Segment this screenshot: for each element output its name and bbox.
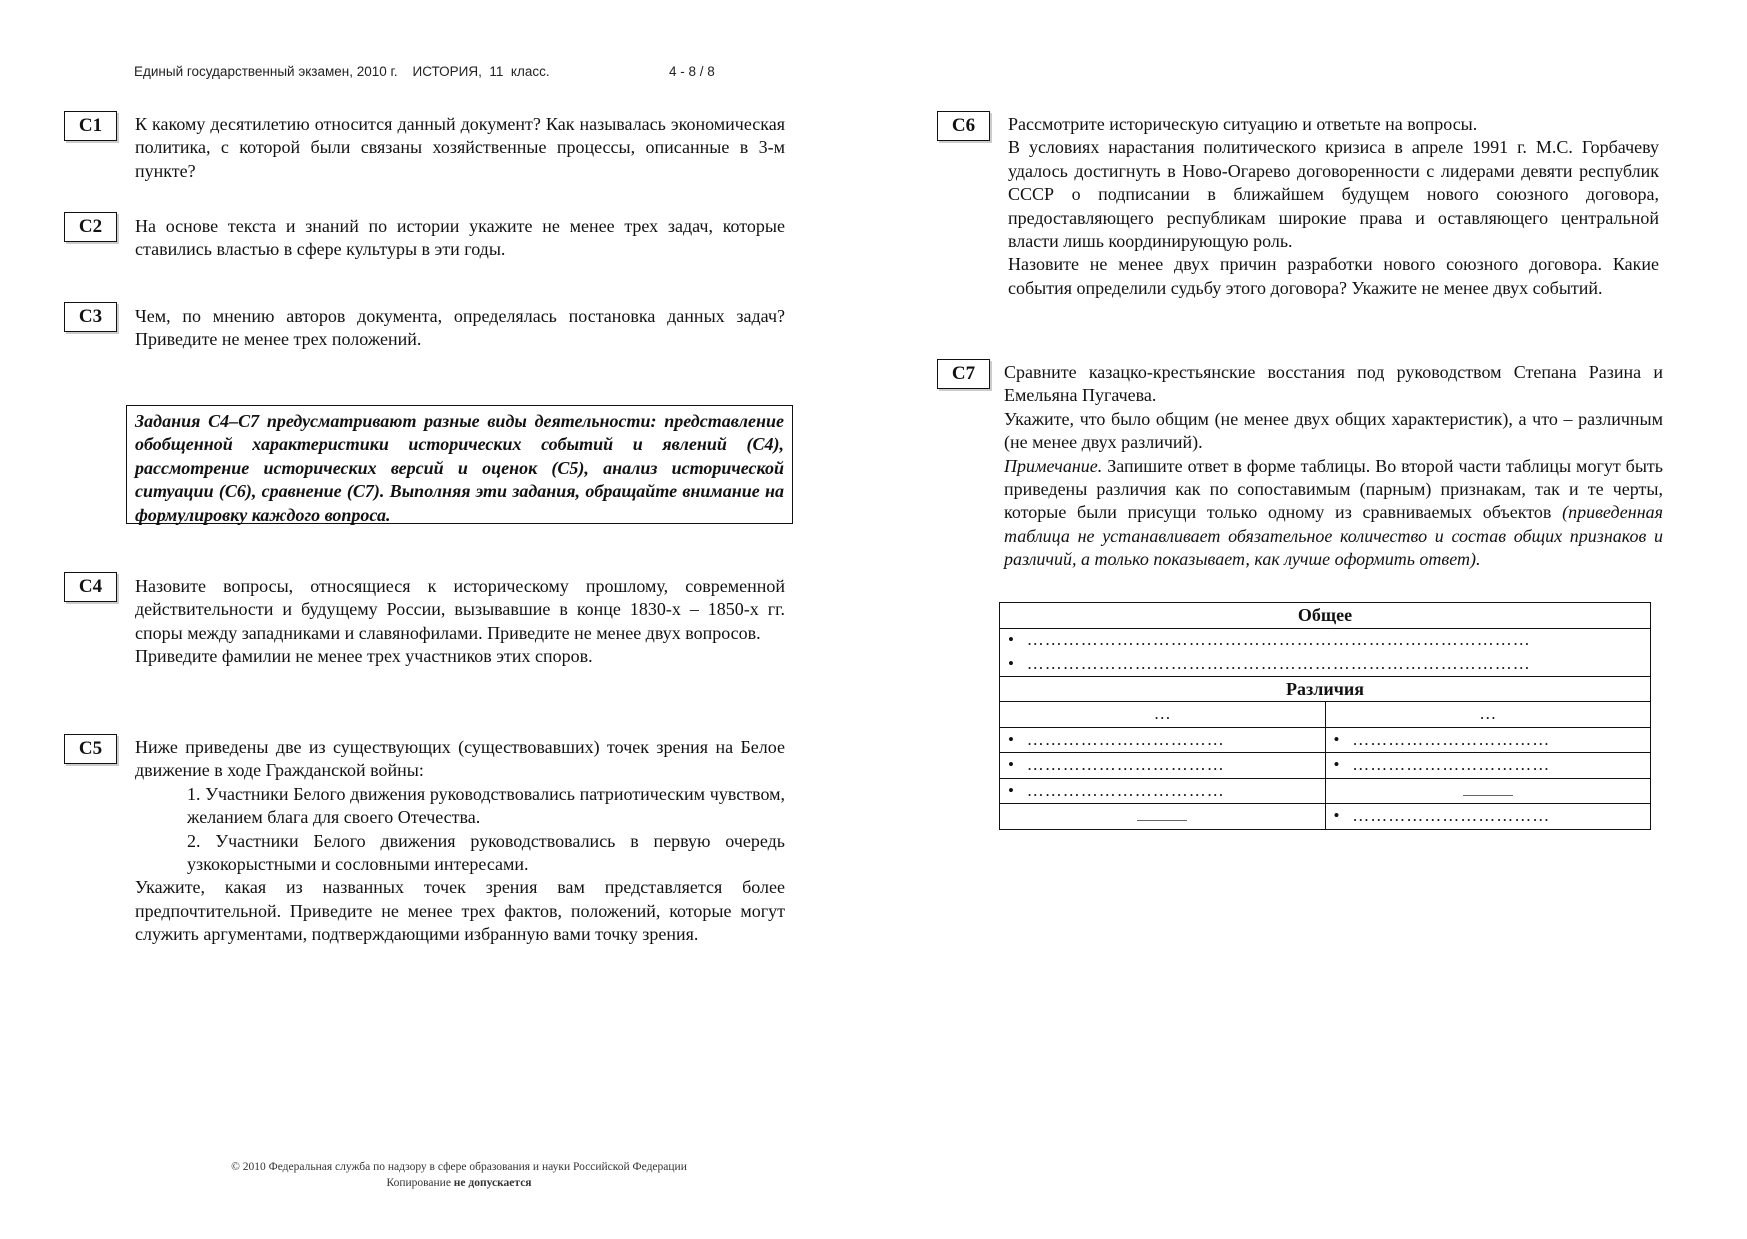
difference-left-3: • ……………………………	[1000, 778, 1326, 804]
question-label-c6: C6	[937, 111, 990, 141]
question-text-c6	[1008, 113, 1659, 300]
question-text-c4	[135, 575, 785, 669]
question-text-c5	[135, 736, 785, 947]
column-placeholder-left: …	[1000, 702, 1326, 728]
question-label-c5: C5	[64, 734, 117, 764]
c6-situation: В условиях нарастания политического кризиса в апреле 1991 г. М.С. Горбачеву удалось достигнуть в Ново-Огарево договоренности с лидерами девяти республик СССР о подписании в ближайшем будущем нового союзного договора, предоставляющего республикам широкие права и оставляющего центральной власти лишь координирующую роль.	[1008, 137, 1659, 252]
c6-intro: Рассмотрите историческую ситуацию и ответьте на вопросы.	[1008, 114, 1478, 134]
difference-right-2: • ……………………………	[1325, 753, 1651, 779]
dash-mark	[1137, 820, 1187, 821]
c5-intro: Ниже приведены две из существующих (существовавших) точек зрения на Белое движение в ходе Гражданской войны:	[135, 737, 785, 781]
c4-text-1: Назовите вопросы, относящиеся к историческому прошлому, современной действительности и будущему России, вызывавшие в конце 1830-х – 1850-х гг. споры между западниками и славянофилами. Приведите не менее двух вопросов.	[135, 576, 785, 643]
difference-right-3-empty	[1325, 778, 1651, 804]
table-header-common: Общее	[1000, 603, 1651, 629]
table-header-differences: Различия	[1000, 676, 1651, 702]
c5-viewpoint-2: 2. Участники Белого движения руководствовались в первую очередь узкокорыстными и сословными интересами.	[187, 830, 785, 875]
c7-note-italic: (приведенная таблица не устанавливает обязательное количество и состав общих признаков и различий, а только показывает, как лучше оформить ответ).	[1004, 502, 1663, 570]
question-label-c1: C1	[64, 111, 117, 141]
c7-task: Укажите, что было общим (не менее двух общих характеристик), а что – различным (не менее двух различий).	[1004, 408, 1663, 453]
question-text-c7	[1004, 361, 1663, 572]
difference-right-4: • ……………………………	[1325, 804, 1651, 830]
common-row-1: • …………………………………………………………………………	[1000, 628, 1651, 652]
c6-task: Назовите не менее двух причин разработки нового союзного договора. Какие события определили судьбу этого договора? Укажите не менее двух событий.	[1008, 254, 1659, 298]
footer-copy-notice: Копирование не допускается	[386, 1177, 532, 1189]
c7-note-text: Запишите ответ в форме таблицы. Во второй части таблицы могут быть приведены различия как по сопоставимым (парным) признакам, так и те черты, которые были присущи только одному из сравниваемых объектов	[1004, 455, 1663, 523]
difference-right-1: • ……………………………	[1325, 727, 1651, 753]
c7-note	[1004, 455, 1663, 572]
page-number: 4 - 8 / 8	[669, 64, 715, 79]
c7-intro: Сравните казацко-крестьянские восстания под руководством Степана Разина и Емельяна Пугачева.	[1004, 362, 1663, 406]
footer-copyright: © 2010 Федеральная служба по надзору в сфере образования и науки Российской Федерации	[231, 1161, 687, 1173]
difference-left-2: • ……………………………	[1000, 753, 1326, 779]
instructions-notice: Задания С4–С7 предусматривают разные виды деятельности: представление обобщенной характеристики исторических событий и явлений (С4), рассмотрение исторических версий и оценок (С5), анализ исторической ситуации (С6), сравнение (С7). Выполняя эти задания, обращайте внимание на формулировку каждого вопроса.	[126, 405, 793, 524]
header-title: Единый государственный экзамен, 2010 г. ИСТОРИЯ, 11 класс.	[134, 64, 550, 79]
question-text-c3: Чем, по мнению авторов документа, определялась постановка данных задач? Приведите не менее трех положений.	[135, 306, 785, 350]
c4-text-2: Приведите фамилии не менее трех участников этих споров.	[135, 646, 593, 667]
question-label-c2: C2	[64, 212, 117, 242]
question-text-c2: На основе текста и знаний по истории укажите не менее трех задач, которые ставились властью в сфере культуры в эти годы.	[135, 216, 785, 260]
question-label-c3: C3	[64, 302, 117, 332]
column-placeholder-right: …	[1325, 702, 1651, 728]
difference-left-4-empty	[1000, 804, 1326, 830]
dash-mark	[1463, 795, 1513, 796]
question-label-c4: C4	[64, 572, 117, 602]
comparison-table	[999, 602, 1651, 830]
question-label-c7: C7	[937, 359, 990, 389]
difference-left-1: • ……………………………	[1000, 727, 1326, 753]
c5-task: Укажите, какая из названных точек зрения вам представляется более предпочтительной. Приведите не менее трех фактов, положений, которые могут служить аргументами, подтверждающими избранную вами точку зрения.	[135, 877, 785, 945]
common-row-2: • …………………………………………………………………………	[1000, 652, 1651, 676]
question-text-c1: К какому десятилетию относится данный документ? Как называлась экономическая политика, с которой были связаны хозяйственные процессы, описанные в 3-м пункте?	[135, 114, 785, 181]
c7-note-label: Примечание.	[1004, 455, 1103, 476]
c5-viewpoint-1: 1. Участники Белого движения руководствовались патриотическим чувством, желанием блага для своего Отечества.	[187, 783, 785, 828]
